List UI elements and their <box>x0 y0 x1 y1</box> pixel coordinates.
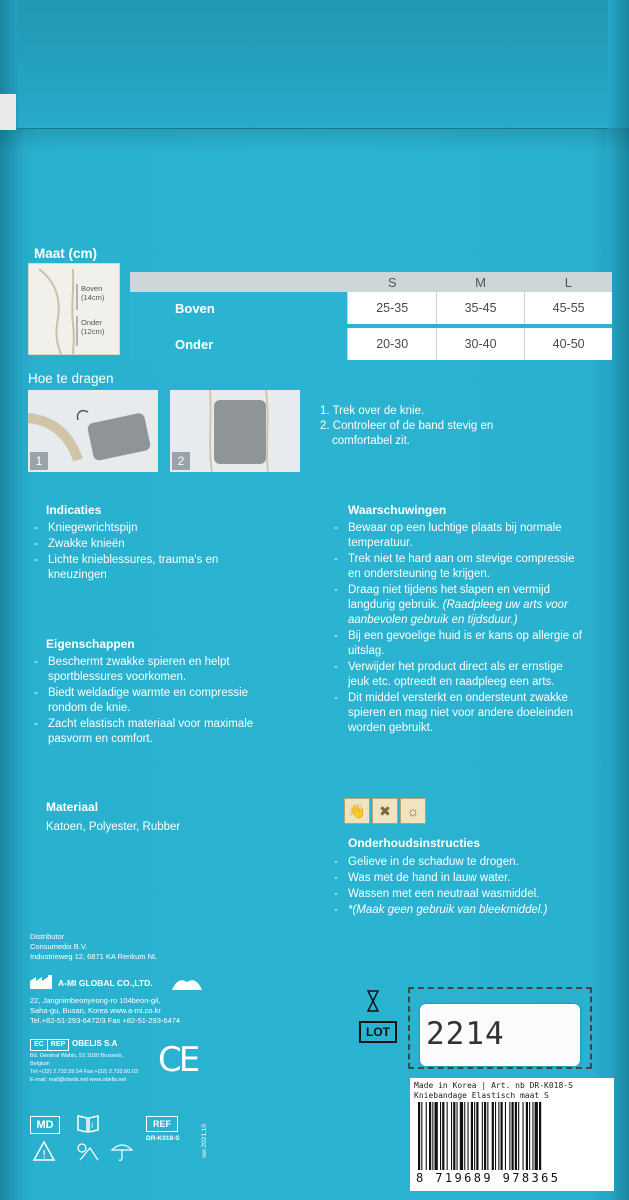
barcode-bar <box>432 1102 433 1170</box>
size-col-s: S <box>348 272 436 292</box>
manufacturer-line: Saha-gu, Busan, Korea www.a-mi.co.kr <box>30 1006 161 1015</box>
instructions-book-icon <box>76 1114 100 1134</box>
step-number-badge: 2 <box>172 452 190 470</box>
keep-dry-icon <box>110 1140 134 1162</box>
barcode-bar <box>468 1102 469 1170</box>
size-cell: 45-55 <box>525 292 612 324</box>
size-cell: 25-35 <box>348 292 436 324</box>
size-cell: 20-30 <box>348 328 436 360</box>
svg-text:!: ! <box>42 1148 47 1161</box>
size-table-header <box>130 272 612 292</box>
materiaal-title: Materiaal <box>46 800 99 814</box>
barcode-bar <box>526 1102 528 1170</box>
list-item: - Biedt weldadige warmte en compressie rondom de knie. <box>34 686 274 716</box>
size-col-m: M <box>436 272 524 292</box>
barcode-bar <box>505 1102 506 1170</box>
barcode-bar <box>512 1102 514 1170</box>
list-item: - Was met de hand in lauw water. <box>334 871 586 886</box>
ec-rep-address <box>30 1052 138 1084</box>
distributor-line: Consumedix B.V. <box>30 942 88 951</box>
barcode-bar <box>487 1102 488 1170</box>
onderhoud-note: *(Maak geen gebruik van bleekmiddel.) <box>348 904 548 916</box>
list-item: - Kniegewrichtspijn <box>34 521 274 536</box>
keep-away-from-sunlight-icon <box>74 1140 100 1162</box>
ec-label: EC <box>30 1039 48 1051</box>
step-number-badge: 1 <box>30 452 48 470</box>
onderhoud-title: Onderhoudsinstructies <box>348 836 481 850</box>
how-to-title: Hoe te dragen <box>28 371 114 386</box>
ce-mark: CE <box>158 1040 198 1080</box>
a-mi-logo-icon <box>170 974 204 992</box>
diagram-top-label: Boven <box>81 284 103 293</box>
warning-text: Draag niet tijdens het slapen en vermijd langdurig gebruik. <box>348 584 551 611</box>
hang-tab <box>0 94 16 130</box>
size-cell: 30-40 <box>436 328 524 360</box>
size-row-boven <box>130 292 612 324</box>
size-cell: 35-45 <box>436 292 524 324</box>
svg-text:i: i <box>91 1121 94 1130</box>
box-left-edge <box>0 0 24 1200</box>
diagram-bottom-label: Onder <box>81 318 102 327</box>
lot-number: 2214 <box>426 1016 505 1052</box>
size-table <box>130 272 612 360</box>
barcode-bar <box>429 1102 431 1170</box>
distributor-line: Industrieweg 12, 6871 KA Renkum NL <box>30 952 158 961</box>
label-line-2: Kniebandage Elastisch maat S <box>414 1091 549 1100</box>
barcode-bar <box>539 1102 541 1170</box>
manufacturer-address <box>30 996 180 1026</box>
ref-number: DR-K018-S <box>146 1135 180 1142</box>
how-to-step: comfortabel zit. <box>332 435 410 447</box>
barcode-bar <box>442 1102 444 1170</box>
ec-rep-line: E-mail: mail@obelis.net www.obelis.net <box>30 1077 127 1083</box>
list-item: - Zwakke knieën <box>34 537 274 552</box>
barcode-label <box>410 1078 614 1191</box>
barcode-bar <box>523 1102 524 1170</box>
list-item: - Verwijder het product direct als er ernstige jeuk etc. optreedt en raadpleeg een arts. <box>334 660 586 690</box>
eigenschappen-list <box>34 655 274 748</box>
list-item: - Zacht elastisch materiaal voor maximale pasvorm en comfort. <box>34 717 274 747</box>
manufacturer-name: A-MI GLOBAL CO.,LTD. <box>58 978 153 988</box>
dry-shade-icon: ☼ <box>400 798 426 824</box>
caution-icon <box>32 1140 56 1162</box>
barcode-bar <box>421 1102 422 1170</box>
no-bleach-icon: ✖ <box>372 798 398 824</box>
indicaties-list <box>34 521 274 584</box>
distributor-line: Distributor <box>30 932 65 941</box>
knee-size-diagram <box>28 263 120 355</box>
indicaties-title: Indicaties <box>46 503 102 517</box>
lot-label: LOT <box>359 1021 397 1043</box>
handwash-icon: 👋 <box>344 798 370 824</box>
ec-rep-name: OBELIS S.A <box>72 1039 118 1048</box>
barcode-bar <box>474 1102 475 1170</box>
version-text: ver.2021.10 <box>201 1124 208 1158</box>
barcode-bar <box>426 1102 427 1170</box>
barcode-bar <box>515 1102 517 1170</box>
barcode-bar <box>535 1102 538 1170</box>
barcode-bar <box>509 1102 510 1170</box>
flap-shadow <box>0 128 629 152</box>
rep-label: REP <box>48 1039 69 1051</box>
how-to-image-1 <box>28 390 158 472</box>
list-item: - Gelieve in de schaduw te drogen. <box>334 855 586 870</box>
barcode-bar <box>471 1102 473 1170</box>
materiaal-text: Katoen, Polyester, Rubber <box>46 821 181 833</box>
list-item: - Bij een gevoelige huid is er kans op allergie of uitslag. <box>334 629 586 659</box>
barcode-bar <box>484 1102 486 1170</box>
manufacturer-icon <box>30 975 54 989</box>
onderhoud-list <box>334 855 586 919</box>
how-to-step: 2. Controleer of de band stevig en <box>320 420 494 432</box>
list-item <box>334 583 586 628</box>
distributor-block <box>30 932 157 962</box>
barcode-bar <box>529 1102 530 1170</box>
size-col-l: L <box>525 272 612 292</box>
how-to-image-2 <box>170 390 300 472</box>
list-item: - Trek niet te hard aan om stevige compressie en ondersteuning te krijgen. <box>334 552 586 582</box>
list-item-note <box>334 903 586 918</box>
md-symbol: MD <box>30 1116 60 1134</box>
label-line-1: Made in Korea | Art. nb DR-K018-S <box>414 1081 573 1090</box>
barcode-bar <box>418 1102 420 1170</box>
ref-symbol: REF <box>146 1116 178 1132</box>
knee-outline-icon <box>29 264 119 354</box>
size-row-onder <box>130 328 612 360</box>
diagram-top-size: (14cm) <box>81 293 105 302</box>
ec-rep-line: Tel:+(32) 2.732.59.54 Fax:+(32) 2.732.60.03 <box>30 1069 138 1075</box>
eigenschappen-title: Eigenschappen <box>46 637 135 651</box>
size-row-label: Onder <box>130 328 348 360</box>
list-item: - Dit middel versterkt en ondersteunt zwakke spieren en mag niet voor andere doeleinden worden gebruikt. <box>334 691 586 736</box>
barcode-bar <box>482 1102 483 1170</box>
barcode-bar <box>464 1102 465 1170</box>
barcode-bar <box>440 1102 441 1170</box>
size-row-label: Boven <box>130 292 348 324</box>
list-item: - Wassen met een neutraal wasmiddel. <box>334 887 586 902</box>
warning-note: (Raadpleeg uw arts voor aanbevolen gebruik en tijdsduur.) <box>348 599 568 626</box>
manufacturer-line: 22, Jangnimbeonyeong-ro 104beon-gil, <box>30 996 161 1005</box>
waarschuwingen-title: Waarschuwingen <box>348 503 447 517</box>
barcode-bar <box>532 1102 533 1170</box>
ean-number: 8 719689 978365 <box>416 1171 561 1185</box>
barcode-bar <box>501 1102 503 1170</box>
waarschuwingen-list <box>334 521 586 737</box>
barcode-bar <box>457 1102 458 1170</box>
barcode-bar <box>492 1102 494 1170</box>
barcode-bar <box>451 1102 452 1170</box>
barcode-bar <box>498 1102 499 1170</box>
barcode-bar <box>435 1102 438 1170</box>
barcode-icon <box>414 1102 610 1172</box>
top-flap <box>18 0 608 129</box>
barcode-bar <box>495 1102 496 1170</box>
barcode-bar <box>476 1102 478 1170</box>
how-to-step: 1. Trek over de knie. <box>320 405 425 417</box>
size-title: Maat (cm) <box>34 246 98 261</box>
barcode-bar <box>447 1102 448 1170</box>
box-right-edge <box>607 0 629 1200</box>
list-item: - Bewaar op een luchtige plaats bij normale temperatuur. <box>334 521 586 551</box>
barcode-bar <box>453 1102 455 1170</box>
how-to-steps <box>320 404 493 449</box>
barcode-bar <box>460 1102 463 1170</box>
ec-rep-badge <box>30 1039 69 1051</box>
expiry-hourglass-icon <box>367 990 379 1012</box>
ec-rep-line: Bd. Général Wahis, 53 1030 Brussels, <box>30 1053 124 1059</box>
manufacturer-line: Tel.+82-51-293-6472/3 Fax +82-51-293-6474 <box>30 1016 181 1025</box>
ec-rep-line: Belgium <box>30 1061 50 1067</box>
list-item: - Beschermt zwakke spieren en helpt sportblessures voorkomen. <box>34 655 274 685</box>
barcode-bar <box>518 1102 519 1170</box>
diagram-bottom-size: (12cm) <box>81 327 105 336</box>
size-cell: 40-50 <box>525 328 612 360</box>
list-item: - Lichte knieblessures, trauma's en kneuzingen <box>34 553 274 583</box>
